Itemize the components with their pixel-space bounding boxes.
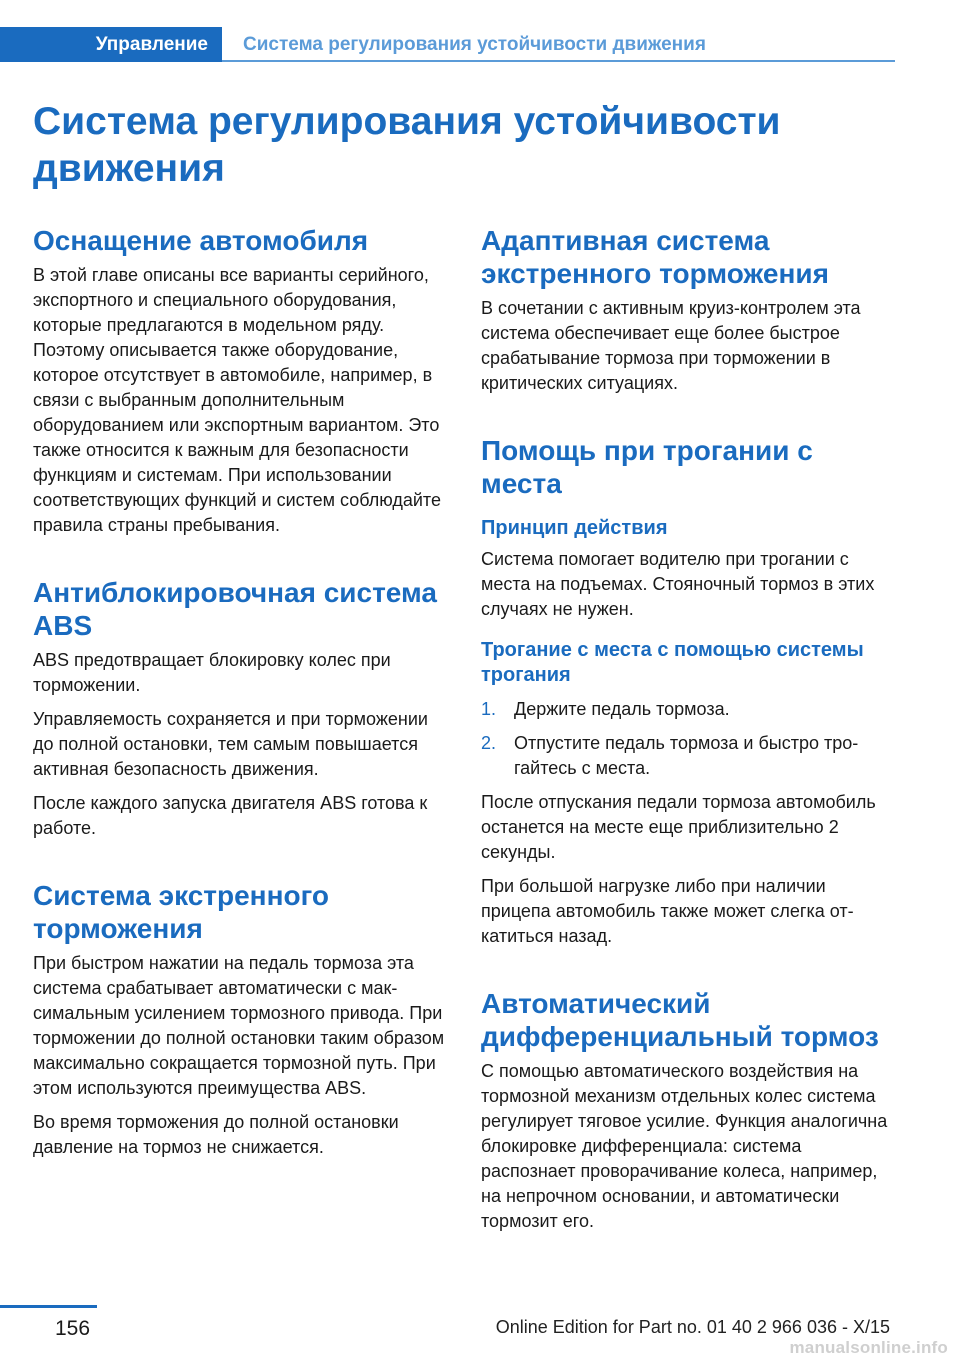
paragraph: Система помогает водителю при трогании с места на подъемах. Стояночный тормоз в этих случаях не нужен. bbox=[481, 549, 875, 619]
paragraph: В сочетании с активным круиз-контролем эта система обеспечивает еще более быстрое срабатывание тормоза при торможении в критических ситуациях. bbox=[481, 298, 861, 393]
section-title: Адаптивная система экстренного торможения bbox=[481, 225, 829, 289]
subsection-title: Трогание с места с помощью системы трогания bbox=[481, 639, 864, 686]
step-number: 1. bbox=[481, 699, 497, 719]
left-column bbox=[33, 224, 448, 1160]
right-column bbox=[481, 224, 896, 1234]
subsection-title: Принцип действия bbox=[481, 517, 668, 539]
step-text: Держите педаль тормоза. bbox=[514, 699, 730, 719]
page-title: Система регулирования устойчивости движения bbox=[33, 100, 781, 190]
paragraph: После каждого запуска двигателя ABS готова к работе. bbox=[33, 793, 428, 838]
header-divider bbox=[222, 60, 895, 62]
section-title: Помощь при трогании с места bbox=[481, 435, 813, 499]
paragraph: В этой главе описаны все варианты серийного, экспортного и специального оборудования, которые предлагаются в модельном ряду. Поэтому описывается также оборудование, которое отсутствует в автомобиле, например, в связи с выбранным дополнительным оборудованием или экспортным вариантом. Это также относится к важным для безопасности функциям и системам. При использовании соответствующих функций и систем соблюдайте правила страны пребывания. bbox=[33, 265, 441, 535]
paragraph: С помощью автоматического воздействия на тормозной механизм отдельных колес система регулирует тяговое усилие. Функция аналогична блокировке дифференциала: система распознает проворачивание колеса, например, на непрочном основании, и автоматически тормозит его. bbox=[481, 1061, 888, 1231]
chapter-tab[interactable] bbox=[0, 27, 222, 62]
list-item bbox=[481, 697, 896, 722]
section-title: Антиблокировочная система ABS bbox=[33, 577, 437, 641]
page-number: 156 bbox=[55, 1317, 91, 1340]
paragraph: Во время торможения до полной остановки давление на тормоз не снижается. bbox=[33, 1112, 399, 1157]
breadcrumb: Система регулирования устойчивости движения bbox=[243, 33, 706, 55]
list-item bbox=[481, 731, 896, 781]
section-title: Оснащение автомобиля bbox=[33, 225, 369, 256]
paragraph: После отпускания педали тормоза автомобиль останется на месте еще приблизительно 2 секунды. bbox=[481, 792, 876, 862]
chapter-label: Управление bbox=[95, 33, 208, 55]
paragraph: Управляемость сохраняется и при торможении до полной остановки, тем самым повышается активная безопасность движения. bbox=[33, 709, 428, 779]
paragraph: ABS предотвращает блокировку колес при торможении. bbox=[33, 650, 391, 695]
edition-note: Online Edition for Part no. 01 40 2 966 036 - X/15 bbox=[495, 1317, 890, 1337]
paragraph: При быстром нажатии на педаль тормоза эта система срабатывает автоматически с максимальным усилением тормозного привода. При торможении до полной остановки таким образом максимально сокращается тормозной путь. При этом используются преимущества ABS. bbox=[33, 953, 445, 1098]
watermark: manualsonline.info bbox=[789, 1338, 948, 1357]
section-title: Система экстренного торможения bbox=[33, 880, 330, 944]
paragraph: При большой нагрузке либо при наличии прицепа автомобиль также может слегка откатиться назад. bbox=[481, 876, 854, 946]
steps-list bbox=[481, 697, 896, 781]
step-number: 2. bbox=[481, 733, 497, 753]
step-text: Отпустите педаль тормоза и быстро трогайтесь с места. bbox=[514, 733, 859, 778]
section-title: Автоматический дифференциальный тормоз bbox=[481, 988, 879, 1052]
footer-rule bbox=[0, 1305, 97, 1308]
